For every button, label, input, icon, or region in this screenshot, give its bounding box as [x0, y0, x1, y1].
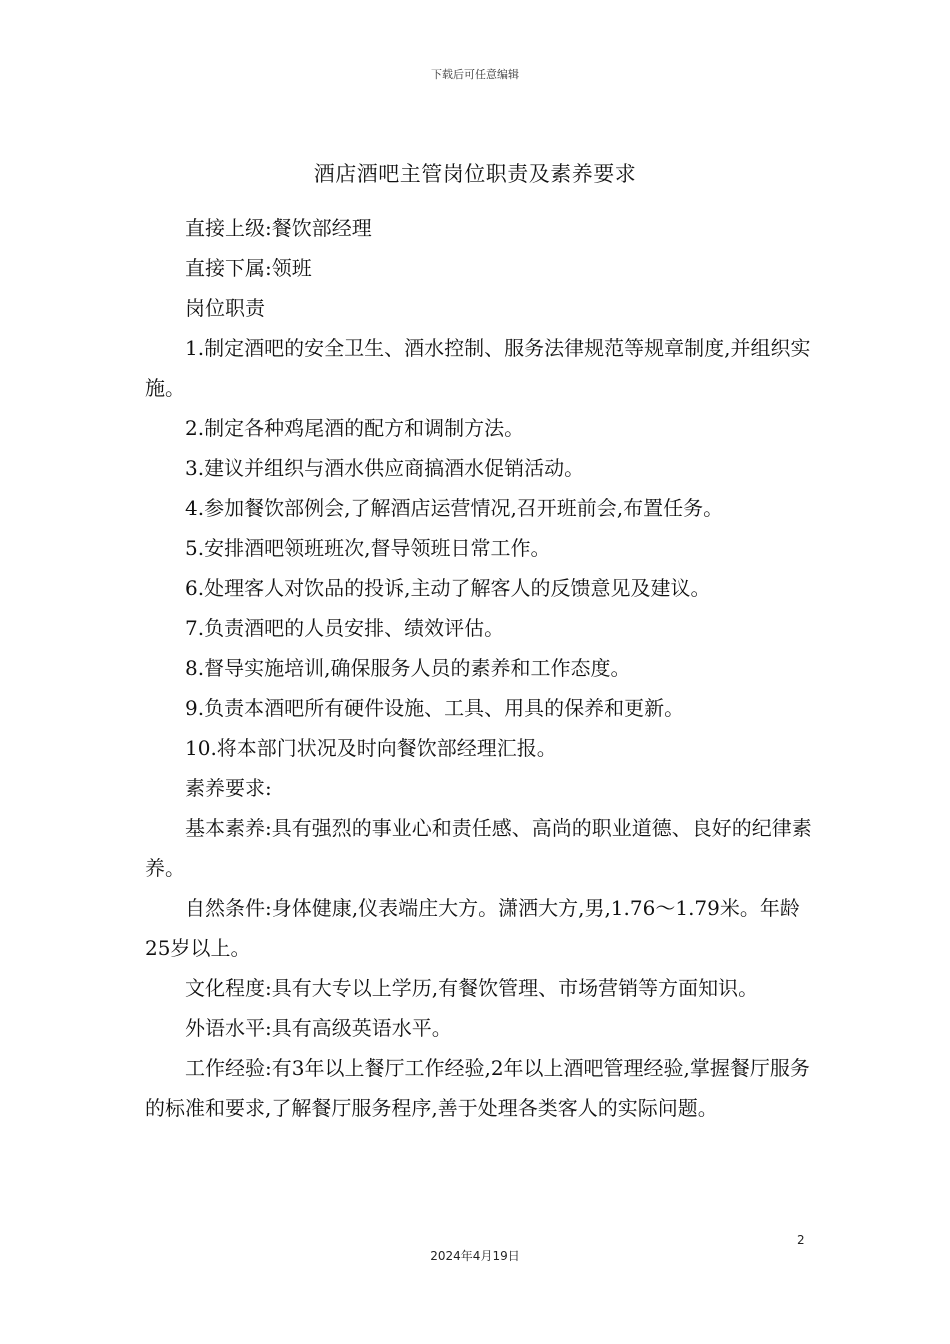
page-number: 2: [797, 1233, 805, 1247]
requirement-basic: 基本素养:具有强烈的事业心和责任感、高尚的职业道德、良好的纪律素养。: [145, 816, 812, 880]
footer-date: 2024年4月19日: [430, 1249, 520, 1263]
duty-item-9: 9.负责本酒吧所有硬件设施、工具、用具的保养和更新。: [185, 696, 685, 720]
duty-item-4: 4.参加餐饮部例会,了解酒店运营情况,召开班前会,布置任务。: [185, 496, 724, 520]
document-body: [145, 208, 825, 1128]
requirement-experience: 工作经验:有3年以上餐厅工作经验,2年以上酒吧管理经验,掌握餐厅服务的标准和要求,了解餐厅服务程序,善于处理各类客人的实际问题。: [145, 1056, 810, 1120]
duty-item-1: 1.制定酒吧的安全卫生、酒水控制、服务法律规范等规章制度,并组织实施。: [145, 336, 811, 400]
duty-item-3: 3.建议并组织与酒水供应商搞酒水促销活动。: [185, 456, 585, 480]
requirement-education: 文化程度:具有大专以上学历,有餐饮管理、市场营销等方面知识。: [185, 976, 759, 1000]
section-heading-duties: 岗位职责: [185, 296, 265, 320]
requirement-language: 外语水平:具有高级英语水平。: [185, 1016, 452, 1040]
duty-item-7: 7.负责酒吧的人员安排、绩效评估。: [185, 616, 505, 640]
duty-item-10: 10.将本部门状况及时向餐饮部经理汇报。: [185, 736, 557, 760]
requirement-physical: 自然条件:身体健康,仪表端庄大方。潇洒大方,男,1.76～1.79米。年龄25岁以上。: [145, 896, 800, 960]
paragraph-subordinate: 直接下属:领班: [185, 256, 312, 280]
duty-item-2: 2.制定各种鸡尾酒的配方和调制方法。: [185, 416, 525, 440]
duty-item-8: 8.督导实施培训,确保服务人员的素养和工作态度。: [185, 656, 631, 680]
document-title: 酒店酒吧主管岗位职责及素养要求: [313, 162, 637, 186]
paragraph-supervisor: 直接上级:餐饮部经理: [185, 216, 372, 240]
duty-item-5: 5.安排酒吧领班班次,督导领班日常工作。: [185, 536, 551, 560]
header-note: 下载后可任意编辑: [431, 68, 519, 81]
section-heading-requirements: 素养要求:: [185, 776, 272, 800]
duty-item-6: 6.处理客人对饮品的投诉,主动了解客人的反馈意见及建议。: [185, 576, 711, 600]
